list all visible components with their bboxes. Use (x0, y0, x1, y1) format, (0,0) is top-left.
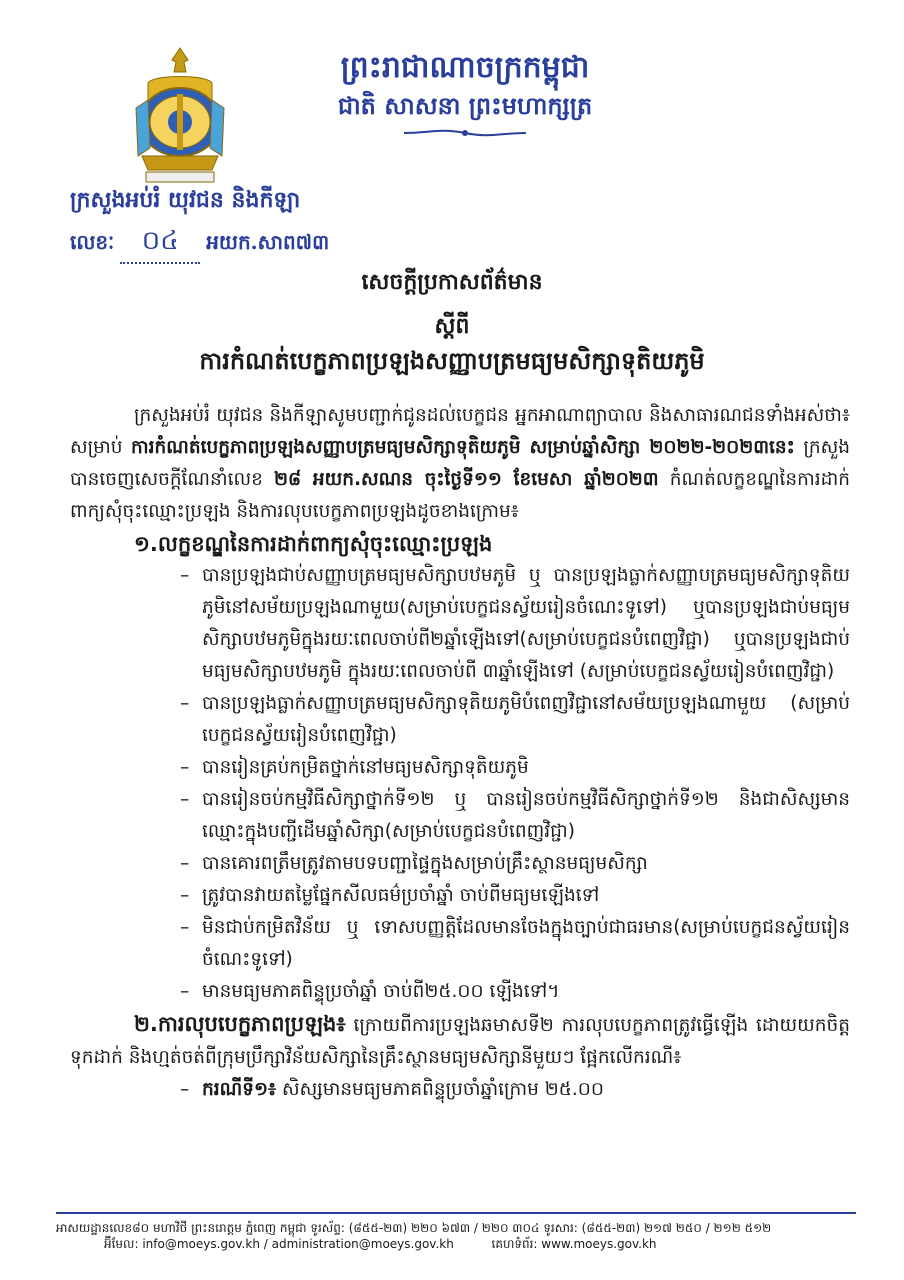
intro-bold-2: ២៨ អយក.សណន ចុះថ្ងៃទី១១ ខែមេសា ឆ្នាំ២០២៣ (274, 469, 659, 490)
criteria-item: – បានប្រឡងជាប់សញ្ញាបត្រមធ្យមសិក្សាបឋមភូមិ ឬ បានប្រឡងធ្លាក់សញ្ញាបត្រមធ្យមសិក្សាទុតិយភូមិនៅសម័យប្រឡងណាមួយ(សម្រាប់បេក្ខជនស្វ័យរៀនចំណេះទូទៅ) ឬបានប្រឡងជាប់មធ្យមសិក្សាបឋមភូមិក្នុងរយៈពេលចាប់ពី២ឆ្នាំឡើងទៅ(សម្រាប់បេក្ខជនបំពេញវិជ្ជា) ឬបានប្រឡងជាប់មធ្យមសិក្សាបឋមភូមិ ក្នុងរយៈពេលចាប់ពី ៣ឆ្នាំឡើងទៅ (សម្រាប់បេក្ខជនស្វ័យរៀនបំពេញវិជ្ជា) (180, 560, 850, 688)
section-2-text: ក្រោយពីការប្រឡងឆមាសទី២ ការលុបបេក្ខភាពត្រូវធ្វើឡើង ដោយយកចិត្តទុកដាក់ និងហ្មត់ចត់ពីក្រុមប្រឹក្សាវិន័យសិក្សានៃគ្រឹះស្ថានមធ្យមសិក្សានីមួយៗ ផ្អែកលើករណី៖ (70, 1015, 850, 1068)
kingdom-title: ព្រះរាជាណាចក្រកម្ពុជា (340, 50, 590, 85)
criteria-item: – មានមធ្យមភាគពិន្ទុប្រចាំឆ្នាំ ចាប់ពី២៥.០០ ឡើងទៅ។ (180, 976, 850, 1008)
case-1 (180, 1074, 850, 1106)
criteria-item: – ត្រូវបានវាយតម្លៃផ្នែកសីលធម៌ប្រចាំឆ្នាំ ចាប់ពីមធ្យមឡើងទៅ (180, 880, 850, 912)
email-label: អ៊ីមែល: (104, 1237, 139, 1251)
intro-text-1: ក្រសួងអប់រំ យុវជន និងកីឡាសូមបញ្ជាក់ជូនដល់បេក្ខជន អ្នកអាណាព្យាបាល និងសាធារណជនទាំងអស់ថា៖ សម្រាប់ (70, 405, 850, 458)
document-body (70, 400, 850, 1106)
criteria-item: – បានរៀនគ្រប់កម្រិតថ្នាក់នៅមធ្យមសិក្សាទុតិយភូមិ (180, 752, 850, 784)
kingdom-header (300, 48, 630, 140)
section-1-title: ១.លក្ខខណ្ឌនៃការដាក់ពាក្យសុំចុះឈ្មោះប្រឡង (134, 532, 493, 556)
case-1-label: ករណីទី១៖ (202, 1079, 277, 1100)
criteria-list (70, 560, 850, 1008)
intro-text-2: ក្រសួងបានចេញសេចក្តីណែនាំលេខ (70, 437, 850, 490)
reference-number (70, 224, 329, 264)
website-label: គេហទំព័រ: (491, 1237, 538, 1251)
footer-contacts (56, 1236, 856, 1252)
website-link[interactable]: www.moeys.gov.kh (541, 1237, 657, 1251)
ref-suffix: អយក.សាព៧៣ (206, 230, 330, 254)
national-motto: ជាតិ សាសនា ព្រះមហាក្សត្រ (337, 91, 593, 120)
section-2-title: ២.ការលុបបេក្ខភាពប្រឡង៖ (134, 1012, 346, 1036)
doc-subject: ការកំណត់បេក្ខភាពប្រឡងសញ្ញាបត្រមធ្យមសិក្សាទុតិយភូមិ (199, 347, 705, 375)
doc-title: សេចក្តីប្រកាសព័ត៌មាន (361, 270, 543, 295)
ref-number: ០៤ (120, 224, 200, 264)
intro-bold-1: ការកំណត់បេក្ខភាពប្រឡងសញ្ញាបត្រមធ្យមសិក្សាទុតិយភូមិ សម្រាប់ឆ្នាំសិក្សា ២០២២-២០២៣នេះ (131, 437, 795, 458)
criteria-item: – បានរៀនចប់កម្មវិធីសិក្សាថ្នាក់ទី១២ ឬ បានរៀនចប់កម្មវិធីសិក្សាថ្នាក់ទី១២ និងជាសិស្សមានឈ្មោះក្នុងបញ្ជីដើមឆ្នាំសិក្សា(សម្រាប់បេក្ខជនបំពេញវិជ្ជា) (180, 784, 850, 848)
intro-paragraph (70, 400, 850, 528)
case-1-text: សិស្សមានមធ្យមភាគពិន្ទុប្រចាំឆ្នាំក្រោម ២៥.០០ (276, 1079, 604, 1100)
criteria-item: – បានប្រឡងធ្លាក់សញ្ញាបត្រមធ្យមសិក្សាទុតិយភូមិបំពេញវិជ្ជានៅសម័យប្រឡងណាមួយ (សម្រាប់បេក្ខជនស្វ័យរៀនបំពេញវិជ្ជា) (180, 688, 850, 752)
footer (56, 1212, 856, 1252)
ministry-name: ក្រសួងអប់រំ យុវជន និងកីឡា (70, 187, 301, 213)
footer-address: អាសយដ្ឋានលេខ៨០ មហាវិថី ព្រះនរោត្តម ភ្នំពេញ កម្ពុជា ទូរស័ព្ទ: (៨៥៥-២៣) ២២០ ៦៧៣ / ២២០ ៣០៤ ទូរសារ: (៨៥៥-២៣) ២១៧ ២៥០ / ២១២ ៥១២ (56, 1221, 772, 1235)
ref-label: លេខៈ (70, 230, 115, 254)
email-link[interactable]: info@moeys.gov.kh / administration@moeys.gov.kh (142, 1237, 454, 1251)
doc-title-about: ស្តីពី (434, 314, 470, 339)
intro-text-3: កំណត់លក្ខខណ្ឌនៃការដាក់ពាក្យសុំចុះឈ្មោះប្រឡង និងការលុបបេក្ខភាពប្រឡងដូចខាងក្រោម៖ (70, 469, 850, 522)
ornament-divider (400, 126, 530, 140)
criteria-item: – មិនជាប់កម្រិតវិន័យ ឬ ទោសបញ្ញត្តិដែលមានចែងក្នុងច្បាប់ជាធរមាន(សម្រាប់បេក្ខជនស្វ័យរៀនចំណេះទូទៅ) (180, 912, 850, 976)
criteria-item: – បានគោរពត្រឹមត្រូវតាមបទបញ្ជាផ្ទៃក្នុងសម្រាប់គ្រឹះស្ថានមធ្យមសិក្សា (180, 848, 850, 880)
section-2-paragraph (70, 1008, 850, 1074)
ministry-emblem (128, 44, 232, 188)
